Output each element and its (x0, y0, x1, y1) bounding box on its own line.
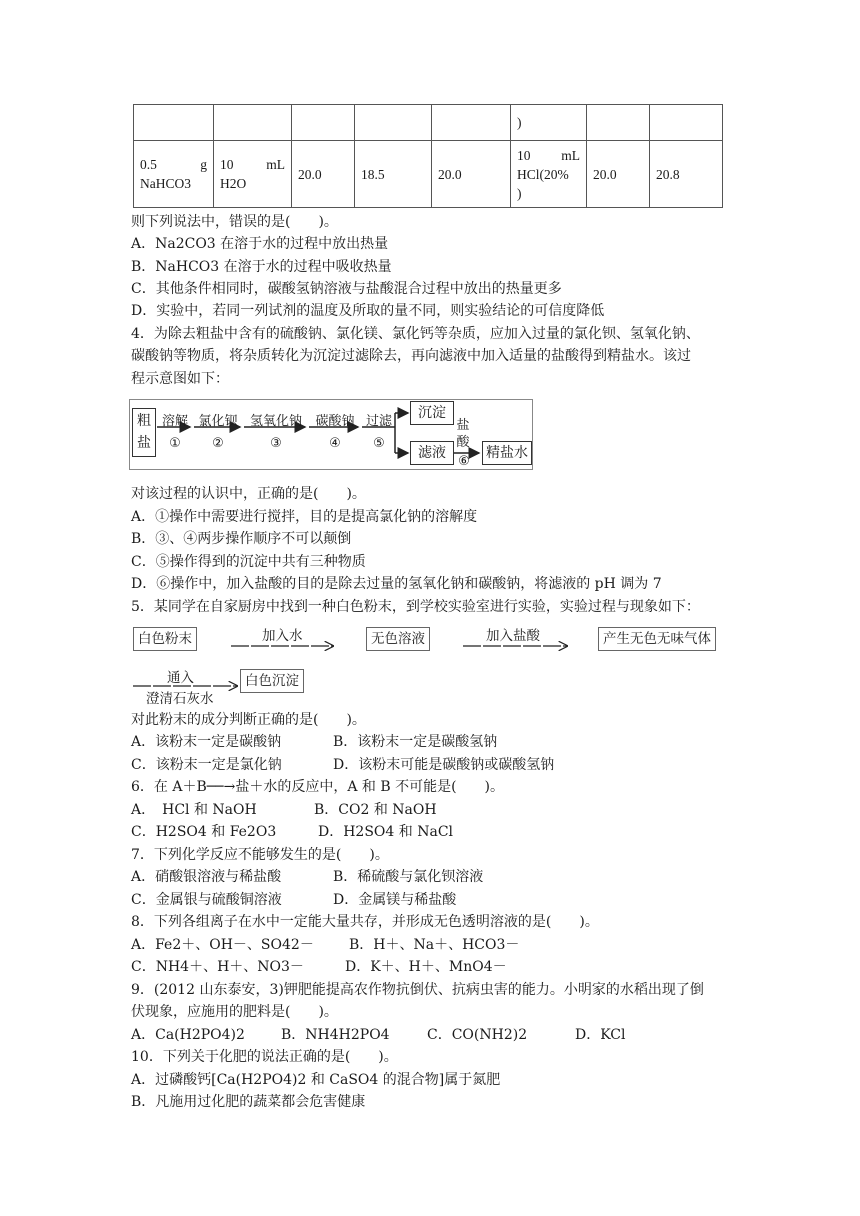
q3-option-b: B．NaHCO3 在溶于水的过程中吸收热量 (131, 259, 392, 275)
q3-option-c: C．其他条件相同时，碳酸氢钠溶液与盐酸混合过程中放出的热量更多 (131, 281, 562, 297)
q6-option-b: B．CO2 和 NaOH (314, 802, 437, 818)
cell-text: 10 (220, 157, 234, 172)
q9-option-d: D．KCl (575, 1027, 626, 1043)
step-label: 过滤 (365, 414, 392, 429)
cell-text: g (200, 157, 207, 172)
q9-stem-line2: 伏现象，应施用的肥料是( )。 (131, 1004, 338, 1020)
cell-text: 0.5 (140, 157, 157, 172)
table-cell: 20.0 (292, 141, 355, 208)
step-label: 碳酸钠 (315, 414, 355, 429)
q6-option-a: A． HCl 和 NaOH (131, 802, 257, 818)
q3-stem: 则下列说法中，错误的是( )。 (131, 214, 338, 230)
q9-stem-line1: 9．(2012 山东泰安，3)钾肥能提高农作物抗倒伏、抗病虫害的能力。小明家的水稻出现了倒 (131, 982, 704, 998)
q8-option-c: C．NH4＋、H＋、NO3－ (131, 959, 304, 975)
precipitate-box: 沉淀 (410, 401, 454, 425)
filtrate-box: 滤液 (410, 441, 454, 465)
flow-label: 澄清石灰水 (146, 691, 214, 707)
q4-option-c: C．⑤操作得到的沉淀中共有三种物质 (131, 554, 366, 570)
cell-text: NaHCO3 (140, 176, 191, 191)
flow-box-white-powder: 白色粉末 (133, 627, 197, 651)
q4-stem-line2: 碳酸钠等物质，将杂质转化为沉淀过滤除去，再向滤液中加入适量的盐酸得到精盐水。该过 (131, 348, 691, 364)
step-number: ④ (329, 436, 341, 451)
table-cell: 20.0 (432, 141, 511, 208)
acid-label: 酸 (456, 435, 470, 450)
q4-option-d: D．⑥操作中，加入盐酸的目的是除去过量的氢氧化钠和碳酸钠，将滤液的 pH 调为 7 (131, 576, 662, 592)
table-cell: 20.8 (650, 141, 723, 208)
q10-option-a: A．过磷酸钙[Ca(H2PO4)2 和 CaSO4 的混合物]属于氮肥 (131, 1072, 501, 1088)
q9-option-b: B．NH4H2PO4 (281, 1027, 390, 1043)
q9-option-c: C．CO(NH2)2 (427, 1027, 528, 1043)
cell-text: HCl(20% (517, 166, 569, 182)
q4-stem-line4: 对该过程的认识中，正确的是( )。 (131, 486, 366, 502)
q7-stem: 7．下列化学反应不能够发生的是( )。 (131, 847, 389, 863)
q5-option-a: A．该粉末一定是碳酸钠 (131, 734, 282, 750)
table-cell: 18.5 (355, 141, 432, 208)
acid-label: 盐 (456, 418, 470, 433)
cell-text: ) (517, 185, 522, 201)
flow-box-gas: 产生无色无味气体 (598, 627, 716, 651)
q6-stem: 6．在 A＋B──→盐＋水的反应中，A 和 B 不可能是( )。 (131, 779, 505, 795)
q7-option-d: D．金属镁与稀盐酸 (333, 892, 457, 908)
q3-option-a: A．Na2CO3 在溶于水的过程中放出热量 (131, 236, 389, 252)
table-cell: 20.0 (587, 141, 650, 208)
step-number: ⑤ (373, 436, 385, 451)
q10-option-b: B．凡施用过化肥的蔬菜都会危害健康 (131, 1094, 366, 1110)
q4-option-a: A．①操作中需要进行搅拌，目的是提高氯化钠的溶解度 (131, 509, 478, 525)
q8-option-b: B．H＋、Na＋、HCO3－ (349, 937, 520, 953)
q9-option-a: A．Ca(H2PO4)2 (131, 1027, 245, 1043)
q4-option-b: B．③、④两步操作顺序不可以颠倒 (131, 531, 352, 547)
q8-option-d: D．K＋、H＋、MnO4－ (345, 959, 507, 975)
q7-option-c: C．金属银与硫酸铜溶液 (131, 892, 282, 908)
flow-label: 通入 (167, 670, 194, 686)
q8-option-a: A．Fe2＋、OH－、SO42－ (131, 937, 314, 953)
q8-stem: 8．下列各组离子在水中一定能大量共存，并形成无色透明溶液的是( )。 (131, 914, 599, 930)
flow-box-colorless-solution: 无色溶液 (366, 627, 430, 651)
q5-option-c: C．该粉末一定是氯化钠 (131, 757, 282, 773)
q6-option-d: D．H2SO4 和 NaCl (318, 824, 454, 840)
step-label: 氢氧化钠 (249, 414, 302, 429)
cell-text: mL (561, 147, 580, 163)
q5-option-d: D．该粉末可能是碳酸钠或碳酸氢钠 (333, 757, 555, 773)
q5-stem: 5．某同学在自家厨房中找到一种白色粉末，到学校实验室进行实验，实验过程与现象如下： (131, 599, 700, 615)
step-label: 溶解 (161, 414, 188, 429)
q7-option-b: B．稀硫酸与氯化钡溶液 (333, 869, 484, 885)
box-text: 粗 (137, 413, 151, 429)
flow-label: 加入水 (262, 628, 303, 644)
step-number: ⑥ (458, 454, 470, 469)
cell-text: H2O (220, 176, 247, 191)
q3-option-d: D．实验中，若同一列试剂的温度及所取的量不同，则实验结论的可信度降低 (131, 303, 605, 319)
box-text: 盐 (137, 435, 151, 451)
table-cell: ) (511, 105, 587, 141)
cell-text: 10 (517, 147, 531, 163)
flow-box-white-precipitate: 白色沉淀 (240, 669, 304, 693)
step-number: ② (212, 436, 224, 451)
q6-option-c: C．H2SO4 和 Fe2O3 (131, 824, 277, 840)
q4-stem-line3: 程示意图如下： (131, 371, 229, 387)
q10-stem: 10．下列关于化肥的说法正确的是( )。 (131, 1049, 398, 1065)
q5-stem2: 对此粉末的成分判断正确的是( )。 (131, 712, 366, 728)
step-number: ③ (270, 436, 282, 451)
cell-text: mL (266, 157, 285, 172)
step-number: ① (169, 436, 181, 451)
flow-label: 加入盐酸 (486, 628, 540, 644)
q4-stem-line1: 4．为除去粗盐中含有的硫酸钠、氯化镁、氯化钙等杂质，应加入过量的氯化钡、氢氧化钠、 (131, 326, 700, 342)
brine-box: 精盐水 (482, 441, 532, 465)
q5-option-b: B．该粉末一定是碳酸氢钠 (333, 734, 498, 750)
q7-option-a: A．硝酸银溶液与稀盐酸 (131, 869, 282, 885)
step-label: 氯化钡 (198, 414, 238, 429)
